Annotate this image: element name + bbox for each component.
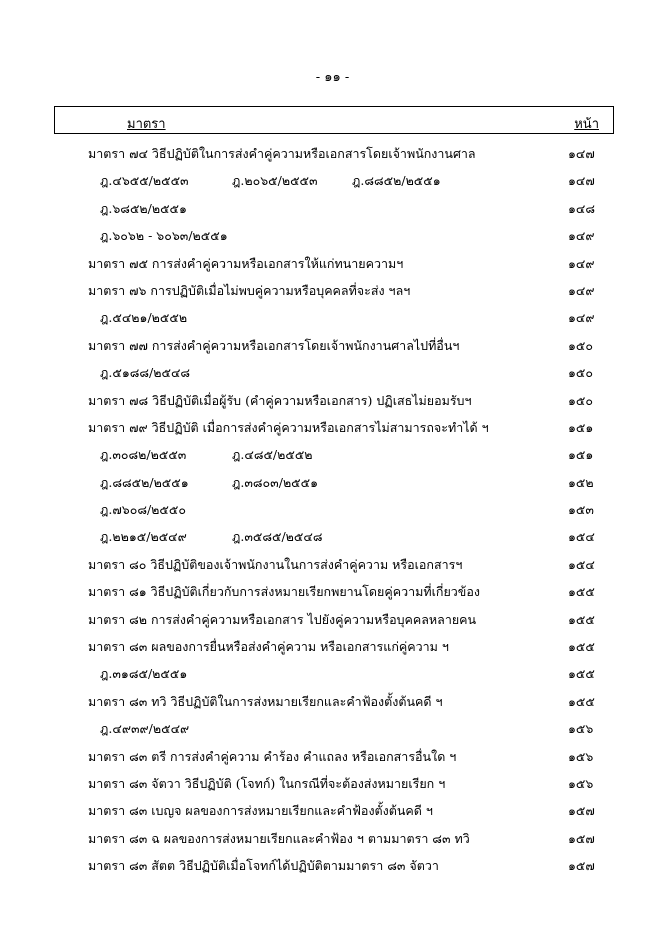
section-row <box>0 688 665 715</box>
page-ref: ๑๔๙ <box>568 228 595 244</box>
ruling-ref: ฎ.๓๕๘๕/๒๕๔๘ <box>232 529 323 545</box>
section-title: มาตรา ๘๐ วิธีปฏิบัติของเจ้าพนักงานในการส่งคำคู่ความ หรือเอกสารฯ <box>88 556 463 572</box>
page-ref: ๑๕๖ <box>568 748 594 764</box>
ruling-ref: ฎ.๓๘๐๓/๒๕๕๑ <box>232 474 319 490</box>
section-row <box>0 578 665 605</box>
ruling-ref: ฎ.๔๖๕๕/๒๕๕๓ <box>100 173 189 189</box>
section-title: มาตรา ๘๓ จัตวา วิธีปฏิบัติ (โจทก์) ในกรณีที่จะต้องส่งหมายเรียก ฯ <box>88 775 446 791</box>
page-ref: ๑๕๑ <box>568 447 594 463</box>
section-title: มาตรา ๘๓ ฉ ผลของการส่งหมายเรียกและคำฟ้อง ฯ ตามมาตรา ๘๓ ทวิ <box>88 830 470 846</box>
section-title: มาตรา ๗๔ วิธีปฏิบัติในการส่งคำคู่ความหรือเอกสารโดยเจ้าพนักงานศาล <box>88 146 476 161</box>
ruling-row <box>0 660 665 687</box>
header-section-label: มาตรา <box>127 117 166 132</box>
section-title: มาตรา ๗๙ วิธีปฏิบัติ เมื่อการส่งคำคู่ความหรือเอกสารไม่สามารถจะทำได้ ฯ <box>88 419 489 435</box>
page-ref: ๑๔๙ <box>568 310 595 326</box>
page-ref: ๑๔๗ <box>568 173 595 189</box>
page-ref: ๑๕๕ <box>568 639 595 655</box>
section-row <box>0 140 665 167</box>
section-row <box>0 414 665 441</box>
ruling-row <box>0 167 665 194</box>
page-ref: ๑๕๖ <box>568 721 594 737</box>
section-title: มาตรา ๗๘ วิธีปฏิบัติเมื่อผู้รับ (คำคู่ความหรือเอกสาร) ปฏิเสธไม่ยอมรับฯ <box>88 392 472 408</box>
section-title: มาตรา ๗๖ การปฏิบัติเมื่อไม่พบคู่ความหรือบุคคลที่จะส่ง ฯลฯ <box>88 282 411 298</box>
ruling-ref: ฎ.๔๘๕/๒๕๕๒ <box>232 447 313 463</box>
ruling-ref: ฎ.๓๑๘๕/๒๕๕๑ <box>100 666 188 682</box>
page-ref: ๑๕๔ <box>568 529 595 545</box>
page-ref: ๑๕๗ <box>568 803 595 819</box>
section-title: มาตรา ๘๓ เบญจ ผลของการส่งหมายเรียกและคำฟ้องตั้งต้นคดี ฯ <box>88 803 433 819</box>
page-ref: ๑๕๐ <box>568 365 594 381</box>
ruling-row <box>0 715 665 742</box>
page-ref: ๑๕๑ <box>568 419 594 435</box>
ruling-row <box>0 441 665 468</box>
page-ref: ๑๔๘ <box>568 200 596 216</box>
section-title: มาตรา ๘๒ การส่งคำคู่ความหรือเอกสาร ไปยังคู่ความหรือบุคคลหลายคน <box>88 611 477 627</box>
section-row <box>0 332 665 359</box>
page-ref: ๑๔๙ <box>568 282 595 298</box>
page-ref: ๑๕๖ <box>568 775 594 791</box>
section-row <box>0 825 665 852</box>
ruling-ref: ฎ.๗๖๐๘/๒๕๕๐ <box>100 502 186 518</box>
page-ref: ๑๔๙ <box>568 255 595 271</box>
page-ref: ๑๕๐ <box>568 392 594 408</box>
page-ref: ๑๕๗ <box>568 858 595 874</box>
section-title: มาตรา ๘๓ ตรี การส่งคำคู่ความ คำร้อง คำแถลง หรือเอกสารอื่นใด ฯ <box>88 748 457 764</box>
page-ref: ๑๕๓ <box>568 502 594 518</box>
ruling-ref: ฎ.๘๘๕๒/๒๕๕๑ <box>352 173 441 189</box>
ruling-row <box>0 304 665 331</box>
ruling-row <box>0 523 665 550</box>
section-title: มาตรา ๘๓ ทวิ วิธีปฏิบัติในการส่งหมายเรียกและคำฟ้องตั้งต้นคดี ฯ <box>88 693 443 709</box>
table-header <box>54 106 614 134</box>
page-ref: ๑๕๕ <box>568 584 595 600</box>
section-title: มาตรา ๘๑ วิธีปฏิบัติเกี่ยวกับการส่งหมายเรียกพยานโดยคู่ความที่เกี่ยวข้อง <box>88 584 480 600</box>
page-ref: ๑๕๕ <box>568 666 595 682</box>
ruling-ref: ฎ.๓๐๘๒/๒๕๕๓ <box>100 447 187 463</box>
section-row <box>0 770 665 797</box>
ruling-ref: ฎ.๔๙๓๙/๒๕๔๙ <box>100 721 190 737</box>
ruling-row <box>0 496 665 523</box>
ruling-ref: ฎ.๕๑๘๘/๒๕๔๘ <box>100 365 191 381</box>
section-title: มาตรา ๗๕ การส่งคำคู่ความหรือเอกสารให้แก่ทนายความฯ <box>88 255 404 271</box>
ruling-row <box>0 222 665 249</box>
page-ref: ๑๕๒ <box>568 474 594 490</box>
page-ref: ๑๕๔ <box>568 556 595 572</box>
section-row <box>0 743 665 770</box>
page-ref: ๑๕๕ <box>568 693 595 709</box>
section-row <box>0 250 665 277</box>
section-row <box>0 797 665 824</box>
section-row <box>0 551 665 578</box>
ruling-ref: ฎ.๒๒๑๕/๒๕๔๙ <box>100 529 187 545</box>
page-ref: ๑๕๐ <box>568 337 594 353</box>
page-ref: ๑๔๗ <box>568 146 595 161</box>
page-ref: ๑๕๗ <box>568 830 595 846</box>
section-title: มาตรา ๗๗ การส่งคำคู่ความหรือเอกสารโดยเจ้าพนักงานศาลไปที่อื่นฯ <box>88 337 460 353</box>
ruling-ref: ฎ.๘๘๕๒/๒๕๕๑ <box>100 474 189 490</box>
header-page-label: หน้า <box>574 117 599 132</box>
section-row <box>0 852 665 879</box>
ruling-ref: ฎ.๒๐๖๕/๒๕๕๓ <box>232 173 318 189</box>
section-row <box>0 387 665 414</box>
section-row <box>0 606 665 633</box>
page-number: - ๑๑ - <box>315 70 350 85</box>
section-row <box>0 633 665 660</box>
section-title: มาตรา ๘๓ ผลของการยื่นหรือส่งคำคู่ความ หรือเอกสารแก่คู่ความ ฯ <box>88 639 449 655</box>
section-row <box>0 277 665 304</box>
ruling-ref: ฎ.๕๔๒๑/๒๕๕๒ <box>100 310 188 326</box>
ruling-ref: ฎ.๖๘๕๒/๒๕๕๑ <box>100 200 187 216</box>
ruling-row <box>0 469 665 496</box>
section-title: มาตรา ๘๓ สัตต วิธีปฏิบัติเมื่อโจทก์ได้ปฏิบัติตามมาตรา ๘๓ จัตวา <box>88 858 439 874</box>
ruling-ref: ฎ.๖๐๖๒ - ๖๐๖๓/๒๕๕๑ <box>100 228 228 244</box>
ruling-row <box>0 195 665 222</box>
ruling-row <box>0 359 665 386</box>
page-ref: ๑๕๕ <box>568 611 595 627</box>
index-list <box>0 140 665 880</box>
